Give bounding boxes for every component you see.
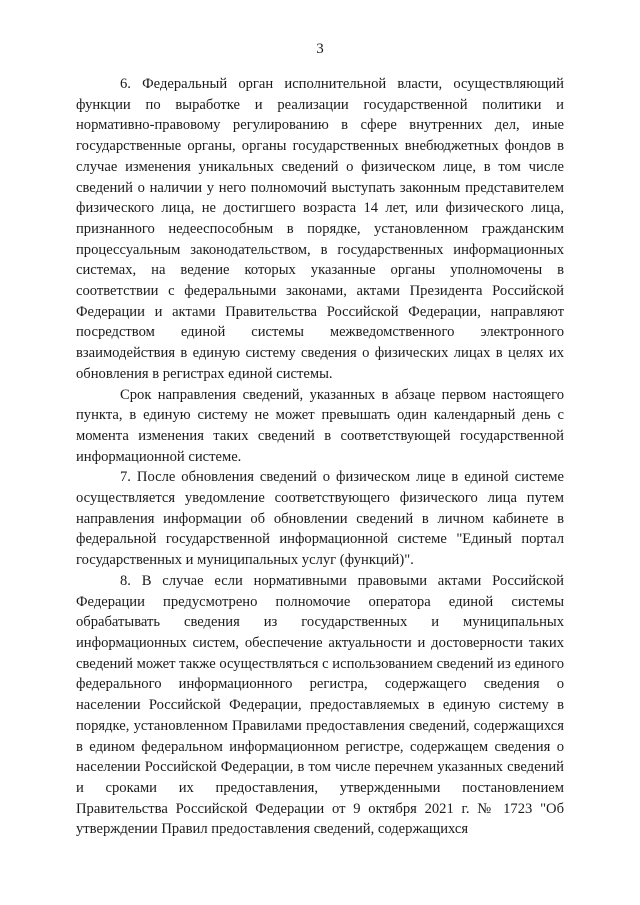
page-number: 3 [316,41,324,57]
paragraph-7: 7. После обновления сведений о физическом лице в единой системе осуществляется уведомление соответствующего физического лица путем направления информации об обновлении сведений в личном кабинете в федеральной государственной информационной системе "Единый портал государственных и муниципальных услуг (функций)". [76,469,564,569]
paragraph-6-submission-deadline: Срок направления сведений, указанных в абзаце первом настоящего пункта, в единую систему не может превышать один календарный день с момента изменения таких сведений в соответствующей государственной информационной системе. [76,386,564,465]
paragraph-8: 8. В случае если нормативными правовыми актами Российской Федерации предусмотрено полномочие оператора единой системы обрабатывать сведения из государственных и муниципальных информационных систем, обеспечение актуальности и достоверности таких сведений может также осуществляться с использованием сведений из единого федерального информационного регистра, содержащего сведения о населении Российской Федерации, предоставляемых в единую систему в порядке, установленном Правилами предоставления сведений, содержащихся в едином федеральном информационном регистре, содержащем сведения о населении Российской Федерации, в том числе перечнем указанных сведений и сроками их предоставления, утвержденными постановлением Правительства Российской Федерации от 9 октября 2021 г. № 1723 "Об утверждении Правил предоставления сведений, содержащихся [76,572,564,838]
document-body [76,74,564,840]
paragraph-6: 6. Федеральный орган исполнительной власти, осуществляющий функции по выработке и реализации государственной политики и нормативно-правовому регулированию в сфере внутренних дел, иные государственные органы, органы государственных внебюджетных фондов в случае изменения уникальных сведений о физическом лице, в том числе сведений о наличии у него полномочий выступать законным представителем физического лица, не достигшего возраста 14 лет, или физического лица, признанного недееспособным в порядке, установленном гражданским процессуальным законодательством, в государственных информационных системах, на ведение которых указанные органы уполномочены в соответствии с федеральными законами, актами Президента Российской Федерации и актами Правительства Российской Федерации, направляют посредством единой системы межведомственного электронного взаимодействия в единую систему сведения о физических лицах в целях их обновления в регистрах единой системы. [76,76,564,382]
